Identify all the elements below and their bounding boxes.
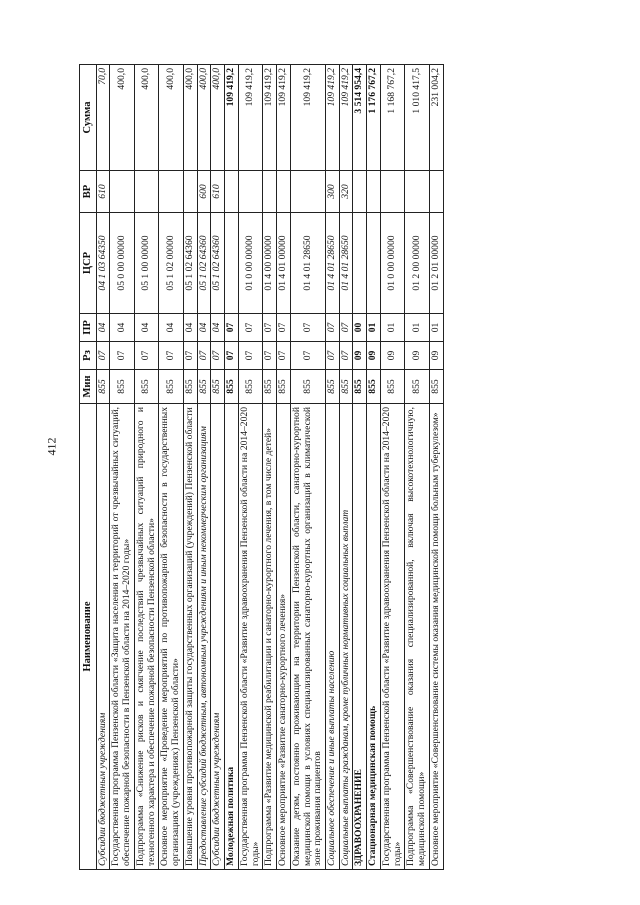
rotated-table-container [79, 65, 444, 870]
cell-min: 855 [339, 370, 353, 404]
cell-pr: 01 [405, 314, 429, 342]
cell-rz: 07 [197, 342, 211, 370]
cell-vr [238, 171, 262, 213]
table-row [263, 65, 277, 870]
cell-name: ЗДРАВООХРАНЕНИЕ [353, 404, 367, 870]
cell-min: 855 [380, 370, 404, 404]
table-row [429, 65, 443, 870]
cell-name: Государственная программа Пензенской области «Развитие здравоохранения Пензенской области на 2014–2020 годы» [380, 404, 404, 870]
cell-vr [353, 171, 367, 213]
cell-min: 855 [429, 370, 443, 404]
budget-table [79, 64, 444, 870]
cell-csr: 05 1 00 00000 [134, 213, 158, 314]
cell-rz: 07 [183, 342, 197, 370]
cell-vr [110, 171, 134, 213]
cell-csr: 01 4 01 28650 [290, 213, 325, 314]
cell-min: 855 [159, 370, 183, 404]
header-min: Мин [80, 370, 97, 404]
cell-csr: 01 0 00 00000 [238, 213, 262, 314]
cell-sum: 109 419,2 [339, 65, 353, 171]
cell-csr [353, 213, 367, 314]
table-row [159, 65, 183, 870]
cell-vr [134, 171, 158, 213]
table-row [110, 65, 134, 870]
cell-pr: 07 [263, 314, 277, 342]
cell-pr: 04 [183, 314, 197, 342]
cell-vr [225, 171, 239, 213]
cell-min: 855 [367, 370, 381, 404]
cell-rz: 07 [339, 342, 353, 370]
cell-name: Стационарная медицинская помощь [367, 404, 381, 870]
cell-pr: 04 [96, 314, 110, 342]
cell-csr: 01 0 00 00000 [380, 213, 404, 314]
cell-rz: 07 [211, 342, 225, 370]
table-row [238, 65, 262, 870]
cell-sum: 109 419,2 [225, 65, 239, 171]
table-row [211, 65, 225, 870]
cell-pr: 01 [367, 314, 381, 342]
table-row [183, 65, 197, 870]
cell-min: 855 [211, 370, 225, 404]
cell-sum: 1 168 767,2 [380, 65, 404, 171]
cell-sum: 109 419,2 [325, 65, 339, 171]
table-row [197, 65, 211, 870]
cell-pr: 01 [429, 314, 443, 342]
cell-vr [380, 171, 404, 213]
cell-rz: 07 [110, 342, 134, 370]
cell-vr [277, 171, 291, 213]
cell-min: 855 [325, 370, 339, 404]
table-row [380, 65, 404, 870]
cell-vr: 320 [339, 171, 353, 213]
table-row [367, 65, 381, 870]
cell-min: 855 [96, 370, 110, 404]
cell-min: 855 [134, 370, 158, 404]
cell-csr: 05 0 00 00000 [110, 213, 134, 314]
cell-sum: 231 004,2 [429, 65, 443, 171]
cell-csr [225, 213, 239, 314]
cell-csr: 01 4 01 00000 [277, 213, 291, 314]
cell-pr: 00 [353, 314, 367, 342]
cell-pr: 04 [159, 314, 183, 342]
cell-csr: 01 4 01 28650 [325, 213, 339, 314]
cell-name: Подпрограмма «Развитие медицинской реабилитации и санаторно-курортного лечения, в том числе детей» [263, 404, 277, 870]
cell-vr: 600 [197, 171, 211, 213]
header-vr: ВР [80, 171, 97, 213]
cell-min: 855 [183, 370, 197, 404]
table-row [290, 65, 325, 870]
table-row [353, 65, 367, 870]
cell-min: 855 [263, 370, 277, 404]
cell-sum: 109 419,2 [238, 65, 262, 171]
cell-sum: 3 514 954,4 [353, 65, 367, 171]
cell-csr: 01 2 01 00000 [429, 213, 443, 314]
cell-pr: 07 [325, 314, 339, 342]
cell-name: Субсидии бюджетным учреждениям [96, 404, 110, 870]
cell-rz: 07 [325, 342, 339, 370]
table-row [339, 65, 353, 870]
cell-vr [183, 171, 197, 213]
cell-sum: 400,0 [197, 65, 211, 171]
table-header-row [80, 65, 97, 870]
cell-vr [290, 171, 325, 213]
cell-name: Повышение уровня противопожарной защиты государственных организаций (учреждений) Пензенской области [183, 404, 197, 870]
table-row [134, 65, 158, 870]
cell-min: 855 [238, 370, 262, 404]
cell-sum: 400,0 [183, 65, 197, 171]
cell-vr: 610 [96, 171, 110, 213]
cell-vr: 300 [325, 171, 339, 213]
header-csr: ЦСР [80, 213, 97, 314]
cell-name: Предоставление субсидий бюджетным, автономным учреждениям и иным некоммерческим организациям [197, 404, 211, 870]
cell-csr: 05 1 02 64360 [197, 213, 211, 314]
cell-pr: 07 [290, 314, 325, 342]
cell-rz: 07 [96, 342, 110, 370]
cell-pr: 04 [211, 314, 225, 342]
cell-csr: 01 4 01 28650 [339, 213, 353, 314]
header-sum: Сумма [80, 65, 97, 171]
header-rz: Рз [80, 342, 97, 370]
cell-min: 855 [197, 370, 211, 404]
cell-csr: 01 4 00 00000 [263, 213, 277, 314]
cell-sum: 109 419,2 [263, 65, 277, 171]
cell-pr: 07 [277, 314, 291, 342]
cell-vr: 610 [211, 171, 225, 213]
cell-rz: 07 [290, 342, 325, 370]
table-row [96, 65, 110, 870]
cell-pr: 07 [339, 314, 353, 342]
cell-rz: 07 [159, 342, 183, 370]
cell-pr: 07 [225, 314, 239, 342]
cell-name: Социальные выплаты гражданам, кроме публичных нормативных социальных выплат [339, 404, 353, 870]
cell-sum: 70,0 [96, 65, 110, 171]
cell-min: 855 [405, 370, 429, 404]
cell-sum: 400,0 [110, 65, 134, 171]
cell-min: 855 [110, 370, 134, 404]
cell-sum: 400,0 [211, 65, 225, 171]
cell-vr [263, 171, 277, 213]
cell-min: 855 [277, 370, 291, 404]
cell-csr [367, 213, 381, 314]
table-row [277, 65, 291, 870]
table-row [225, 65, 239, 870]
cell-sum: 109 419,2 [277, 65, 291, 171]
cell-name: Подпрограмма «Снижение рисков и смягчение последствий чрезвычайных ситуаций природного и техногенного характера и обеспечение пожарной безопасности Пензенской области» [134, 404, 158, 870]
cell-name: Государственная программа Пензенской области «Защита населения и территорий от чрезвычайных ситуаций, обеспечение пожарной безопасности в Пензенской области на 2014–2020 годы» [110, 404, 134, 870]
cell-rz: 07 [263, 342, 277, 370]
cell-csr: 01 2 00 00000 [405, 213, 429, 314]
cell-vr [159, 171, 183, 213]
cell-name: Государственная программа Пензенской области «Развитие здравоохранения Пензенской области на 2014–2020 годы» [238, 404, 262, 870]
cell-rz: 09 [353, 342, 367, 370]
page-number: 412 [44, 437, 59, 456]
cell-rz: 07 [238, 342, 262, 370]
cell-rz: 07 [277, 342, 291, 370]
cell-vr [429, 171, 443, 213]
table-row [405, 65, 429, 870]
header-name: Наименование [80, 404, 97, 870]
table-row [325, 65, 339, 870]
cell-name: Субсидии бюджетным учреждениям [211, 404, 225, 870]
cell-sum: 109 419,2 [290, 65, 325, 171]
cell-name: Основное мероприятие «Совершенствование системы оказания медицинской помощи больным туберкулезом» [429, 404, 443, 870]
cell-name: Основное мероприятие «Проведение мероприятий по противопожарной безопасности в государственных организациях (учреждениях) Пензенской области» [159, 404, 183, 870]
cell-csr: 05 1 02 00000 [159, 213, 183, 314]
cell-pr: 04 [197, 314, 211, 342]
cell-name: Основное мероприятие «Развитие санаторно-курортного лечения» [277, 404, 291, 870]
cell-pr: 04 [134, 314, 158, 342]
cell-vr [405, 171, 429, 213]
cell-csr: 05 1 02 64360 [183, 213, 197, 314]
cell-name: Социальное обеспечение и иные выплаты населению [325, 404, 339, 870]
cell-name: Оказание детям, постоянно проживающим на территории Пензенской области, санаторно-курортной медицинской помощи в условиях специализированных санаторно-курортных организаций в климатической зоне проживания пациентов [290, 404, 325, 870]
cell-rz: 07 [225, 342, 239, 370]
cell-pr: 04 [110, 314, 134, 342]
cell-min: 855 [225, 370, 239, 404]
cell-pr: 01 [380, 314, 404, 342]
cell-csr: 05 1 02 64360 [211, 213, 225, 314]
cell-name: Подпрограмма «Совершенствование оказания специализированной, включая высокотехнологичную, медицинской помощи» [405, 404, 429, 870]
cell-min: 855 [290, 370, 325, 404]
cell-min: 855 [353, 370, 367, 404]
cell-sum: 1 176 767,2 [367, 65, 381, 171]
table-body [96, 65, 443, 870]
cell-name: Молодежная политика [225, 404, 239, 870]
cell-rz: 09 [429, 342, 443, 370]
cell-rz: 09 [380, 342, 404, 370]
header-pr: ПР [80, 314, 97, 342]
cell-rz: 07 [134, 342, 158, 370]
cell-sum: 400,0 [159, 65, 183, 171]
cell-rz: 09 [367, 342, 381, 370]
cell-pr: 07 [238, 314, 262, 342]
cell-vr [367, 171, 381, 213]
cell-rz: 09 [405, 342, 429, 370]
cell-csr: 04 1 03 64350 [96, 213, 110, 314]
cell-sum: 1 010 417,5 [405, 65, 429, 171]
cell-sum: 400,0 [134, 65, 158, 171]
